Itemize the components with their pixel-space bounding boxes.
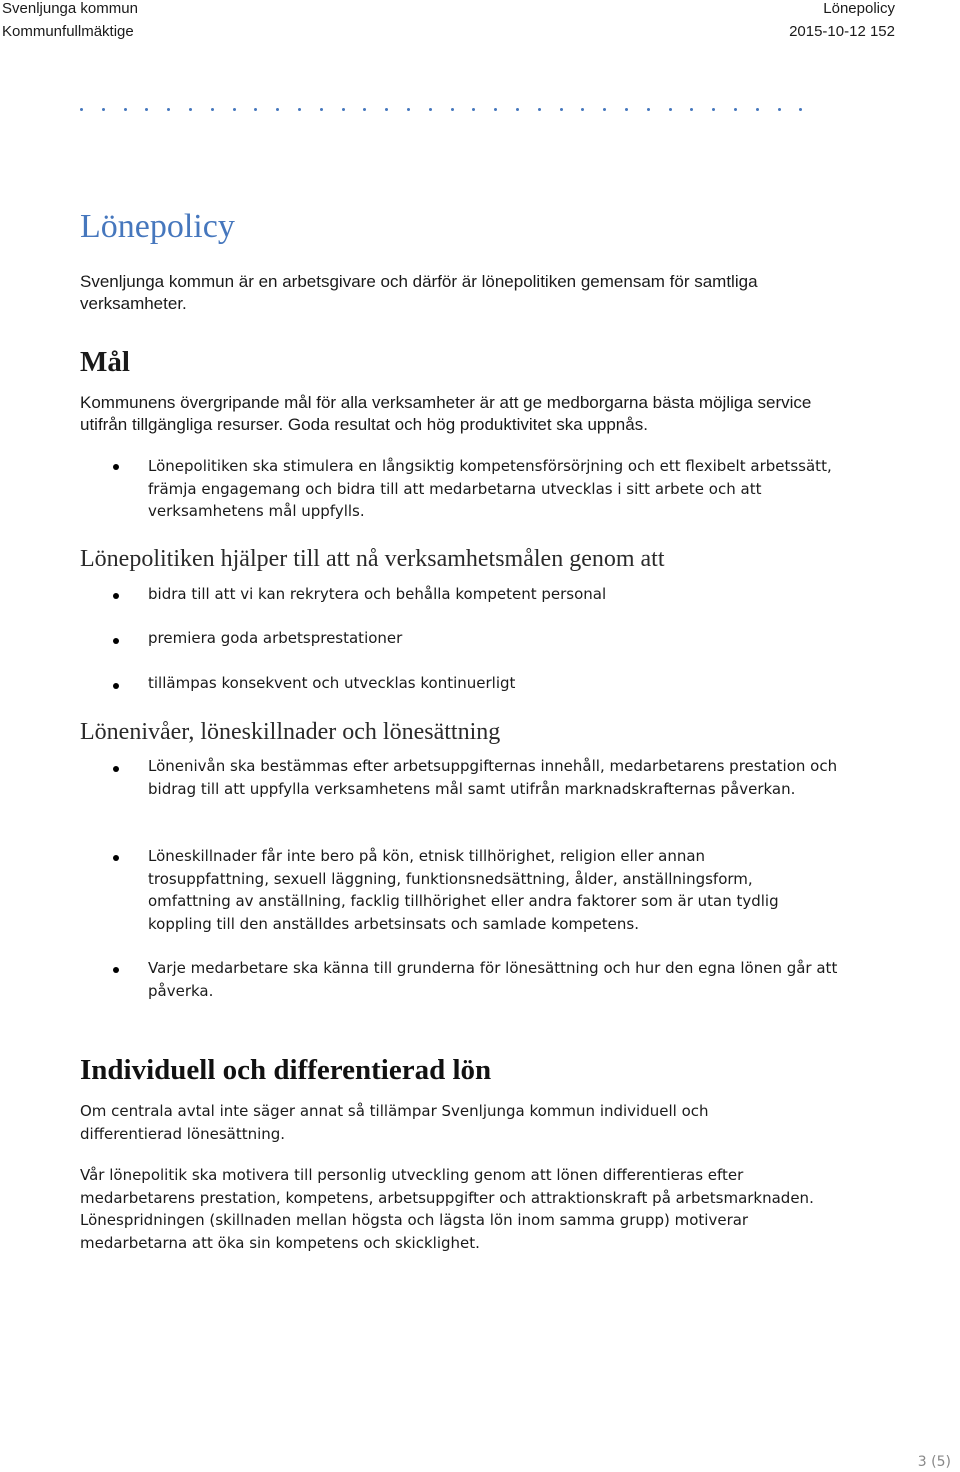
bullet-icon — [113, 855, 119, 861]
page-number: 3 (5) — [917, 1454, 951, 1470]
divider-dot — [320, 108, 323, 111]
divider-dot — [756, 108, 759, 111]
levels-heading: Lönenivåer, löneskillnader och lönesättning — [80, 719, 501, 745]
bullet-icon — [113, 967, 119, 973]
individual-paragraph-2: Vår lönepolitik ska motivera till personlig utveckling genom att lönen differentieras efter medarbetarens prestation, kompetens, arbetsuppgifter och attraktionskraft på arbetsmarknaden. Lönespridningen (skillnaden mellan högsta och lägsta lön inom samma grupp) motiverar medarbetarna att öka sin kompetens och skicklighet. — [80, 1166, 814, 1252]
divider-dot — [276, 108, 279, 111]
divider-dot — [102, 108, 105, 111]
divider-dot — [298, 108, 301, 111]
divider-dot — [451, 108, 454, 111]
bullet-icon — [113, 464, 119, 470]
helps-heading: Lönepolitiken hjälper till att nå verksamhetsmålen genom att — [80, 546, 665, 572]
divider-dot — [472, 108, 475, 111]
divider-dot — [80, 108, 83, 111]
bullet-icon — [113, 593, 119, 599]
divider-dot — [712, 108, 715, 111]
bullet-icon — [113, 638, 119, 644]
divider-dot — [799, 108, 802, 111]
divider-dot — [778, 108, 781, 111]
divider-dot — [647, 108, 650, 111]
divider-dot — [124, 108, 127, 111]
divider-dot — [560, 108, 563, 111]
levels-item-3: Varje medarbetare ska känna till grunderna för lönesättning och hur den egna lönen går att påverka. — [148, 959, 838, 1000]
divider-dot — [494, 108, 497, 111]
individual-paragraph-1: Om centrala avtal inte säger annat så tillämpar Svenljunga kommun individuell och differentierad lönesättning. — [80, 1102, 709, 1143]
divider-dot — [538, 108, 541, 111]
header-doc-title: Lönepolicy — [823, 0, 895, 17]
divider-dot — [342, 108, 345, 111]
levels-item-2: Löneskillnader får inte bero på kön, etnisk tillhörighet, religion eller annan trosuppfattning, sexuell läggning, funktionsnedsättning, ålder, anställningsform, omfattning av anställning, facklig tillhörighet eller andra faktorer som är utan tydlig koppling till den anställdes arbetsinsats och samlade kompetens. — [148, 847, 779, 933]
divider-dot — [516, 108, 519, 111]
helps-item-3: tillämpas konsekvent och utvecklas kontinuerligt — [148, 674, 516, 692]
divider-dot — [603, 108, 606, 111]
page-title: Lönepolicy — [80, 208, 235, 245]
divider-dot — [211, 108, 214, 111]
divider-dot — [233, 108, 236, 111]
bullet-icon — [113, 766, 119, 772]
dotted-divider — [80, 108, 820, 118]
divider-dot — [429, 108, 432, 111]
divider-dot — [734, 108, 737, 111]
divider-dot — [581, 108, 584, 111]
individual-heading: Individuell och differentierad lön — [80, 1054, 492, 1086]
divider-dot — [669, 108, 672, 111]
header-organization: Svenljunga kommun — [2, 0, 138, 17]
goal-paragraph: Kommunens övergripande mål för alla verksamheter är att ge medborgarna bästa möjliga service utifrån tillgängliga resurser. Goda resultat och hög produktivitet ska uppnås. — [80, 393, 812, 434]
divider-dot — [690, 108, 693, 111]
divider-dot — [167, 108, 170, 111]
goal-bullet-text: Lönepolitiken ska stimulera en långsiktig kompetensförsörjning och ett flexibelt arbetssätt, främja engagemang och bidra till att medarbetarna utvecklas i sitt arbete och att verksamhetens mål uppfylls. — [148, 457, 832, 520]
divider-dot — [145, 108, 148, 111]
divider-dot — [363, 108, 366, 111]
divider-dot — [254, 108, 257, 111]
helps-item-2: premiera goda arbetsprestationer — [148, 629, 403, 647]
header-date-ref: 2015-10-12 152 — [789, 23, 895, 40]
bullet-icon — [113, 683, 119, 689]
divider-dot — [385, 108, 388, 111]
divider-dot — [189, 108, 192, 111]
helps-item-1: bidra till att vi kan rekrytera och behålla kompetent personal — [148, 585, 607, 603]
intro-paragraph: Svenljunga kommun är en arbetsgivare och därför är lönepolitiken gemensam för samtliga verksamheter. — [80, 272, 758, 313]
divider-dot — [407, 108, 410, 111]
levels-item-1: Lönenivån ska bestämmas efter arbetsuppgifternas innehåll, medarbetarens prestation och bidrag till att uppfylla verksamhetens mål samt utifrån marknadskrafternas påverkan. — [148, 757, 838, 798]
goal-heading: Mål — [80, 346, 130, 378]
header-body: Kommunfullmäktige — [2, 23, 134, 40]
divider-dot — [625, 108, 628, 111]
